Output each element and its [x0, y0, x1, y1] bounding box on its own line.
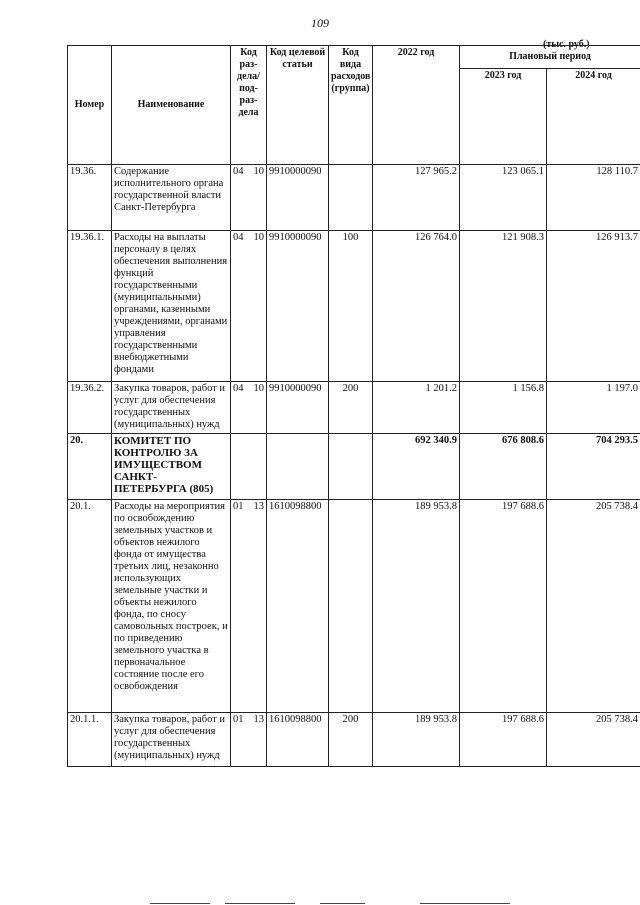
row-name: Закупка товаров, работ и услуг для обеспечения государственных (муниципальных) нужд [112, 713, 231, 767]
table-row [68, 382, 640, 434]
row-target-code: 1610098800 [267, 713, 329, 767]
row-section-code [231, 165, 267, 231]
scan-artifact-line [320, 903, 365, 904]
scan-artifact-line [150, 903, 210, 904]
row-section-code [231, 231, 267, 382]
header-name: Наименование [112, 46, 231, 165]
row-2023: 1 156.8 [460, 382, 547, 434]
row-expense-code [329, 434, 373, 500]
row-2024: 205 738.4 [547, 713, 640, 767]
row-2023: 123 065.1 [460, 165, 547, 231]
row-name: Закупка товаров, работ и услуг для обеспечения государственных (муниципальных) нужд [112, 382, 231, 434]
row-section: 04 [233, 166, 244, 177]
budget-table [67, 45, 640, 767]
row-2023: 121 908.3 [460, 231, 547, 382]
row-target-code [267, 434, 329, 500]
row-subsection: 10 [253, 166, 264, 177]
row-subsection: 10 [253, 232, 264, 243]
table-row [68, 165, 640, 231]
row-expense-code: 200 [329, 382, 373, 434]
row-subsection: 13 [253, 714, 264, 725]
row-name: Расходы на мероприятия по освобождению земельных участков и объектов нежилого фонда от имущества третьих лиц, незаконно использующих земельные участки и объекты нежилого фонда, по сносу самовольных построек, и по приведению земельного участка в первоначальное состояние после его освобождения [112, 500, 231, 713]
table-row [68, 434, 640, 500]
table-row [68, 231, 640, 382]
row-2022: 127 965.2 [373, 165, 460, 231]
row-2022: 126 764.0 [373, 231, 460, 382]
row-number: 20.1.1. [68, 713, 112, 767]
page-number: 109 [311, 16, 329, 30]
header-2024: 2024 год [547, 69, 640, 165]
row-number: 20. [68, 434, 112, 500]
row-section-code [231, 713, 267, 767]
row-target-code: 1610098800 [267, 500, 329, 713]
header-2023: 2023 год [460, 69, 547, 165]
header-number: Номер [68, 46, 112, 165]
row-number: 19.36.2. [68, 382, 112, 434]
table-row [68, 713, 640, 767]
scan-artifact-line [225, 903, 295, 904]
header-planned-period: Плановый период [460, 46, 640, 69]
row-subsection: 10 [253, 383, 264, 394]
row-expense-code: 100 [329, 231, 373, 382]
row-number: 20.1. [68, 500, 112, 713]
row-target-code: 9910000090 [267, 231, 329, 382]
row-name: КОМИТЕТ ПО КОНТРОЛЮ ЗА ИМУЩЕСТВОМ САНКТ-ПЕТЕРБУРГА (805) [112, 434, 231, 500]
scan-artifact-line [420, 903, 510, 904]
row-2022: 189 953.8 [373, 500, 460, 713]
row-section: 04 [233, 383, 244, 394]
row-section-code [231, 434, 267, 500]
header-2022: 2022 год [373, 46, 460, 165]
row-section: 04 [233, 232, 244, 243]
row-2024: 704 293.5 [547, 434, 640, 500]
row-number: 19.36.1. [68, 231, 112, 382]
row-expense-code [329, 500, 373, 713]
units-label: (тыс. руб.) [543, 39, 590, 50]
header-expense-code: Код вида расходов (группа) [329, 46, 373, 165]
row-subsection: 13 [253, 501, 264, 512]
row-2023: 197 688.6 [460, 500, 547, 713]
row-target-code: 9910000090 [267, 382, 329, 434]
row-2024: 1 197.0 [547, 382, 640, 434]
row-2024: 128 110.7 [547, 165, 640, 231]
table-row [68, 500, 640, 713]
header-section-code: Код раз-дела/под-раз-дела [231, 46, 267, 165]
row-target-code: 9910000090 [267, 165, 329, 231]
row-2024: 205 738.4 [547, 500, 640, 713]
row-section: 01 [233, 501, 244, 512]
row-2024: 126 913.7 [547, 231, 640, 382]
row-2023: 676 808.6 [460, 434, 547, 500]
row-2022: 189 953.8 [373, 713, 460, 767]
row-section: 01 [233, 714, 244, 725]
row-expense-code [329, 165, 373, 231]
row-name: Расходы на выплаты персоналу в целях обеспечения выполнения функций государственными (муниципальными) органами, казенными учреждениями, органами управления государственными внебюджетными фондами [112, 231, 231, 382]
row-name: Содержание исполнительного органа государственной власти Санкт-Петербурга [112, 165, 231, 231]
row-2023: 197 688.6 [460, 713, 547, 767]
row-section-code [231, 382, 267, 434]
header-target-code: Код целевой статьи [267, 46, 329, 165]
row-number: 19.36. [68, 165, 112, 231]
row-2022: 692 340.9 [373, 434, 460, 500]
row-2022: 1 201.2 [373, 382, 460, 434]
row-expense-code: 200 [329, 713, 373, 767]
row-section-code [231, 500, 267, 713]
